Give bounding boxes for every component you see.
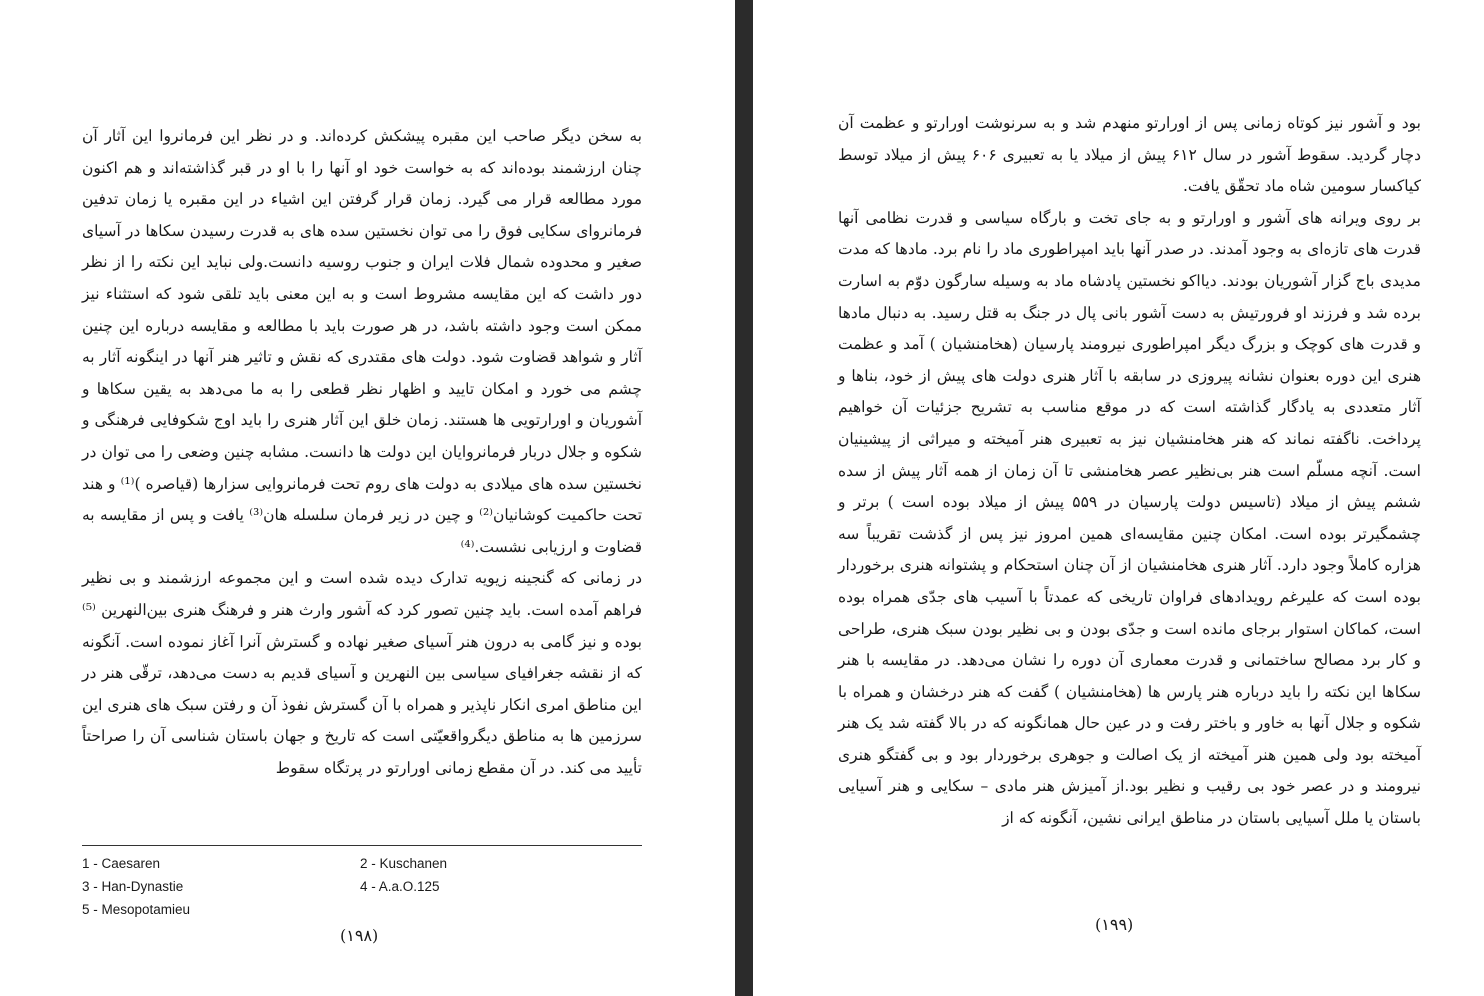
right-paragraph-2: بر روی ویرانه های آشور و اورارتو و به جای تخت و بارگاه سیاسی و قدرت نظامی آنها قدرت های تازه‌ای به وجود آمدند. در صدر آنها باید امپراطوری ماد را نام برد. مادها که مدت مدیدی باج گزار آشوریان بودند. دیااکو نخستین پادشاه ماد به وسیله سارگون دوّم به اسارت برده شد و فرزند او فرورتیش به دست آشور بانی پال در جنگ به قتل رسید. به دنبال مادها و قدرت های کوچک و بزرگ دیگر امپراطوری نیرومند پارسیان (هخامنشیان ) آمد و عظمت هنری این دوره بعنوان نشانه پیروزی در سابقه با آثار هنری دولت های پیش از خود، بناها و آثار متعددی به یادگار گذاشته است که در موقع مناسب به تشریح جزئیات آن خواهیم پرداخت. ناگفته نماند که هنر هخامنشیان نیز به تعبیری هنر آمیخته و میراثی از پیشینیان است. آنچه مسلّم است هنر بی‌نظیر عصر هخامنشی تا آن زمان از همه آثار پیش از سده ششم پیش از میلاد (تاسیس دولت پارسیان در ۵۵۹ پیش از میلاد بوده است ) برتر و چشمگیرتر بوده است. امکان چنین مقایسه‌ای همین امروز نیز پس از گذشت تقریباً سه هزاره کاملاً وجود دارد. آثار هنری هخامنشیان از آن چنان استحکام و پشتوانه هنری برخوردار بوده است که علیرغم رویدادهای فراوان تاریخی که عمدتاً با آسیب های جدّی همراه بوده است، کماکان استوار برجای مانده است و جدّی بودن و بی نظیر بودن سبک هنری، طراحی و کار برد مصالح ساختمانی و قدرت معماری آن دوره را نشان می‌دهد. در مقایسه با هنر سکاها این نکته را باید درباره هنر پارس ها (هخامنشیان ) گفت که هنر درخشان و همراه با شکوه و جلال آنها به خاور و باختر رفت و در عین حال همانگونه که در بالا گفته شد یک هنر آمیخته بود ولی همین هنر آمیخته از یک اصالت و جوهری برخوردار بود و بی گفتگو هنری نیرومند و در عصر خود بی رقیب و نظیر بود.از آمیزش هنر مادی – سکایی و هنر آسیایی باستان یا ملل آسیایی باستان در مناطق ایرانی نشین، آنگونه که از: [838, 208, 1421, 828]
footnote-empty: [360, 898, 638, 921]
footnote-divider: [82, 845, 642, 846]
page-number-right: (۱۹۹): [1095, 915, 1134, 934]
footnote-2: 2 - Kuschanen: [360, 856, 448, 871]
left-paragraph-2: در زمانی که گنجینه زیویه تدارک دیده شده است و این مجموعه ارزشمند و بی نظیر فراهم آمده است. باید چنین تصور کرد که آشور وارث هنر و فرهنگ هنری بین‌النهرین ⁽⁵⁾ بوده و نیز گامی به درون هنر آسیای صغیر نهاده و گسترش آنرا آغاز نموده است. آنگونه که از نقشه جغرافیای سیاسی بین النهرین و آسیای قدیم به دست می‌دهد، ترقّی هنر در این مناطق امری انکار ناپذیر و همراه با آن گسترش نفوذ آن و رفتن سبک های هنری این سرزمین ها به مناطق دیگرواقعیّتی است که تاریخ و جهان باستان شناسی آن را صراحتاً تأیید می کند. در آن مقطع زمانی اورارتو در پرتگاه سقوط: [82, 569, 642, 777]
footnote-row: [82, 852, 642, 875]
book-gutter: [735, 0, 753, 996]
right-paragraph-1: بود و آشور نیز کوتاه زمانی پس از اورارتو منهدم شد و به سرنوشت اورارتو و عظمت آن دچار گردید. سقوط آشور در سال ۶۱۲ پیش از میلاد یا به تعبیری ۶۰۶ پیش از میلاد توسط کیاکسار سومین شاه ماد تحقّق یافت.: [838, 114, 1422, 196]
footnote-4: 4 - A.a.O.125: [360, 879, 440, 894]
right-page-body: [838, 108, 1421, 835]
left-page-body: [82, 121, 642, 784]
left-page: [0, 0, 735, 996]
footnotes: [82, 852, 642, 921]
left-paragraph-1: به سخن دیگر صاحب این مقبره پیشکش کرده‌اند. و در نظر این فرمانروا این آثار آن چنان ارزشمند بوده‌اند که به خواست خود او آنها را با او در قبر گذاشته‌اند و هم اکنون مورد مطالعه قرار می گیرد. زمان قرار گرفتن این اشیاء در این مقبره یا زمان تدفین فرمانروای سکایی فوق را می توان نخستین سده های به قدرت رسیدن سکاها در آسیای صغیر و محدوده شمال فلات ایران و جنوب روسیه دانست.ولی نباید این نکته را از نظر دور داشت که این مقایسه مشروط است و به این معنی باید تلقی شود که استثناء نیز ممکن است وجود داشته باشد، در هر صورت باید با مطالعه و مقایسه درباره این چنین آثار و شواهد قضاوت شود. دولت های مقتدری که نقش و تاثیر هنر آنها در اینگونه آثار به چشم می خورد و امکان تایید و اظهار نظر قطعی را به ما می‌دهد به یقین سکاها و آشوریان و اورارتویی ها هستند. زمان خلق این آثار هنری را باید اوج شکوفایی فرهنگی و شکوه و جلال دربار فرمانروایان این دولت ها دانست. مشابه چنین وضعی را می توان در نخستین سده های میلادی به دولت های روم تحت فرمانروایی سزارها (قیاصره )⁽¹⁾ و هند تحت حاکمیت کوشانیان⁽²⁾ و چین در زیر فرمان سلسله هان⁽³⁾ یافت و پس از مقایسه به قضاوت و ارزیابی نشست.⁽⁴⁾: [82, 127, 643, 556]
page-number-left: (۱۹۸): [340, 926, 379, 945]
right-page: [753, 0, 1484, 996]
footnote-row: [82, 875, 642, 898]
footnote-3: 3 - Han-Dynastie: [82, 879, 184, 894]
footnote-1: 1 - Caesaren: [82, 856, 161, 871]
footnote-row: [82, 898, 642, 921]
footnote-5: 5 - Mesopotamieu: [82, 902, 191, 917]
